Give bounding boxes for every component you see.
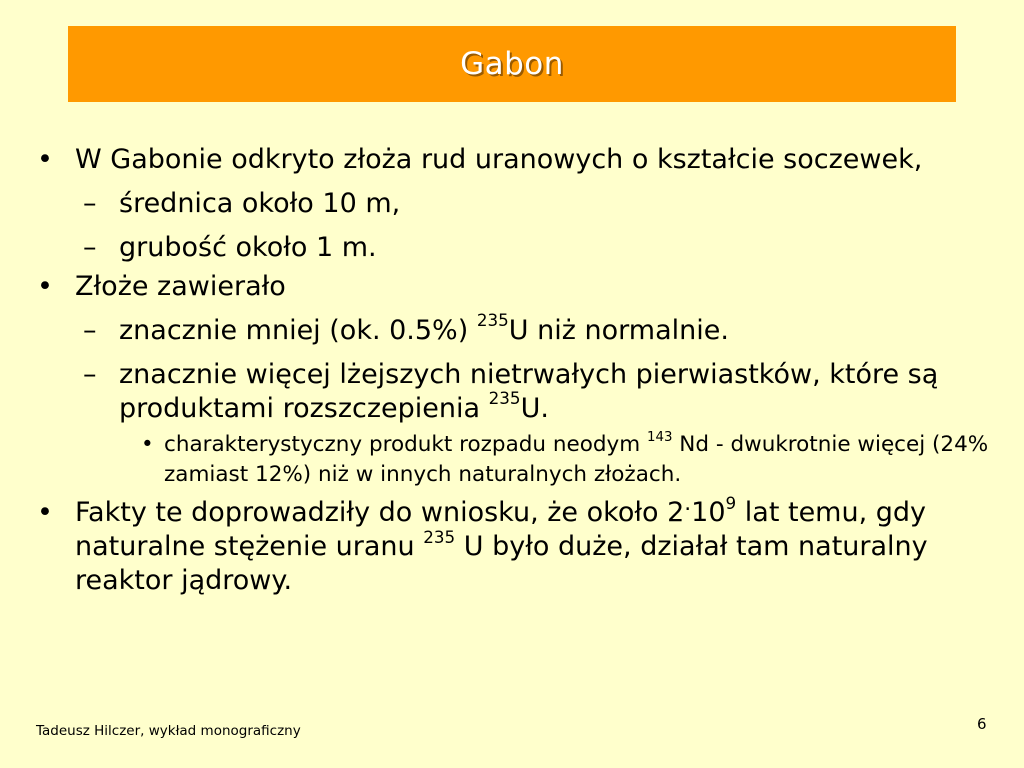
sub-bullet-thickness xyxy=(33,231,993,265)
isotope-superscript: 235 xyxy=(423,526,456,547)
sub-bullet-text: znacznie mniej (ok. 0.5%) xyxy=(119,315,477,346)
bullet-text-middle: lat temu, gdy naturalne stężenie uranu xyxy=(75,497,927,563)
bullet-marker: • xyxy=(37,497,53,529)
bullet-text-end: U było duże, działał tam naturalny reaktor jądrowy. xyxy=(75,531,928,596)
sub-sub-bullet-text-end: Nd - dwukrotnie więcej (24% zamiast 12%) niż w innych naturalnych złożach. xyxy=(164,432,989,488)
dash-marker: – xyxy=(83,358,97,390)
slide-body xyxy=(33,137,993,598)
bullet-deposit-content xyxy=(33,270,993,304)
isotope-superscript: 235 xyxy=(488,387,521,408)
bullet-marker: • xyxy=(141,432,154,458)
dash-marker: – xyxy=(83,315,97,346)
bullet-marker: • xyxy=(37,144,53,175)
sub-bullet-fission-products xyxy=(33,358,993,426)
sub-sub-bullet-text: charakterystyczny produkt rozpadu neodym xyxy=(164,432,648,458)
title-banner xyxy=(68,26,956,102)
bullet-marker: • xyxy=(37,271,53,303)
exponent-superscript: 9 xyxy=(725,492,737,513)
bullet-text: Fakty te doprowadziły do wniosku, że około 2 xyxy=(75,497,685,529)
sub-bullet-diameter xyxy=(33,187,993,221)
sub-bullet-less-u235 xyxy=(33,310,993,348)
page-number: 6 xyxy=(977,715,987,733)
sub-bullet-text-end: U. xyxy=(520,392,549,424)
bullet-text: W Gabonie odkryto złoża rud uranowych o kształcie soczewek, xyxy=(75,144,923,175)
sub-bullet-text: średnica około 10 m, xyxy=(119,187,401,219)
dash-marker: – xyxy=(83,187,97,219)
bullet-conclusion xyxy=(33,492,993,597)
isotope-superscript: 235 xyxy=(476,310,509,331)
sub-bullet-text: znacznie więcej lżejszych nietrwałych pierwiastków, które są produktami rozszczepienia xyxy=(119,358,939,424)
dash-marker: – xyxy=(83,231,97,263)
footer-author: Tadeusz Hilczer, wykład monograficzny xyxy=(36,723,301,739)
isotope-superscript: 143 xyxy=(647,430,673,446)
sub-bullet-text-end: U niż normalnie. xyxy=(508,315,729,346)
bullet-deposits xyxy=(33,143,993,177)
multiplication-dot: · xyxy=(684,497,692,523)
sub-sub-bullet-neodymium xyxy=(33,430,993,490)
sub-bullet-text: grubość około 1 m. xyxy=(119,231,377,263)
bullet-text: Złoże zawierało xyxy=(75,271,286,303)
bullet-text-power-base: 10 xyxy=(691,497,726,529)
slide-title: Gabon xyxy=(460,46,564,82)
